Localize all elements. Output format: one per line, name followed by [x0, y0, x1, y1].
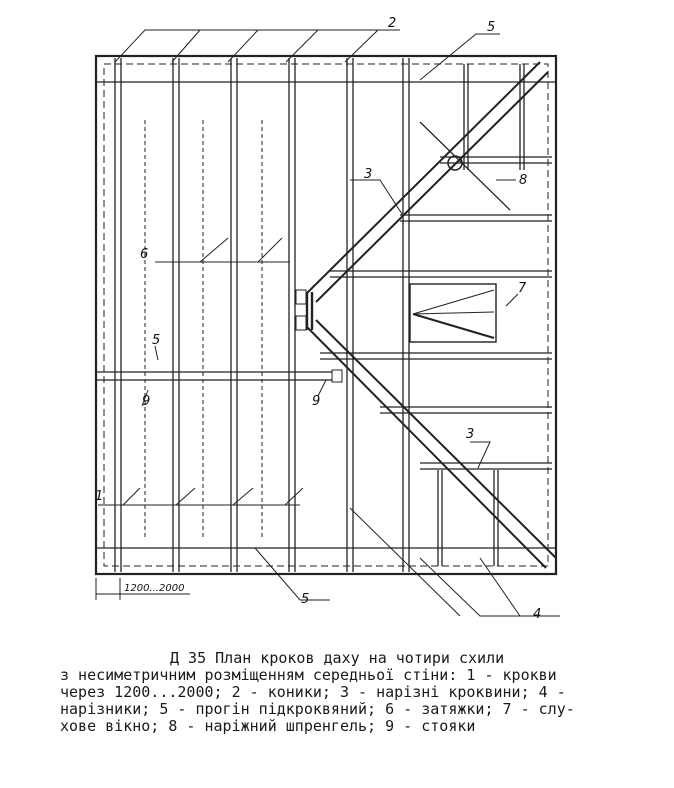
caption-line-1: з несиметричним розміщенням середньої стіни: 1 - крокви — [60, 666, 557, 684]
callout-9-center: 9 — [312, 394, 321, 409]
callout-3-lower: 3 — [466, 427, 475, 442]
caption-line-3: нарізники; 5 - прогін підкроквяний; 6 - затяжки; 7 - слу- — [60, 700, 575, 718]
callout-2: 2 — [388, 16, 397, 31]
caption-title: Д 35 План кроков даху на чотири схили — [170, 649, 505, 667]
callout-4: 4 — [533, 607, 542, 622]
callout-5-left: 5 — [152, 333, 161, 348]
posts — [296, 290, 342, 382]
caption-line-4: хове вікно; 8 - наріжний шпренгель; 9 - стояки — [60, 717, 476, 735]
callout-7: 7 — [518, 281, 527, 296]
callout-6: 6 — [140, 247, 149, 262]
leader-lines — [98, 30, 560, 616]
callout-8: 8 — [519, 173, 528, 188]
hip-rafters — [304, 62, 556, 568]
jack-rafters — [320, 64, 552, 566]
callout-labels — [95, 16, 541, 622]
callout-1: 1 — [95, 489, 104, 504]
callout-5-bottom: 5 — [301, 592, 310, 607]
callout-3-upper: 3 — [364, 167, 373, 182]
dormer-window — [410, 284, 496, 342]
figure-caption — [60, 650, 660, 735]
tie-beams — [145, 120, 262, 540]
callout-9-left: 9 — [142, 394, 151, 409]
caption-line-2: через 1200...2000; 2 - коники; 3 - нарізні кроквини; 4 - — [60, 683, 566, 701]
purlin-line — [96, 372, 340, 380]
ridge-beams — [307, 292, 312, 330]
callout-5-top: 5 — [487, 20, 496, 35]
scale-bar-label: 1200...2000 — [124, 583, 185, 594]
